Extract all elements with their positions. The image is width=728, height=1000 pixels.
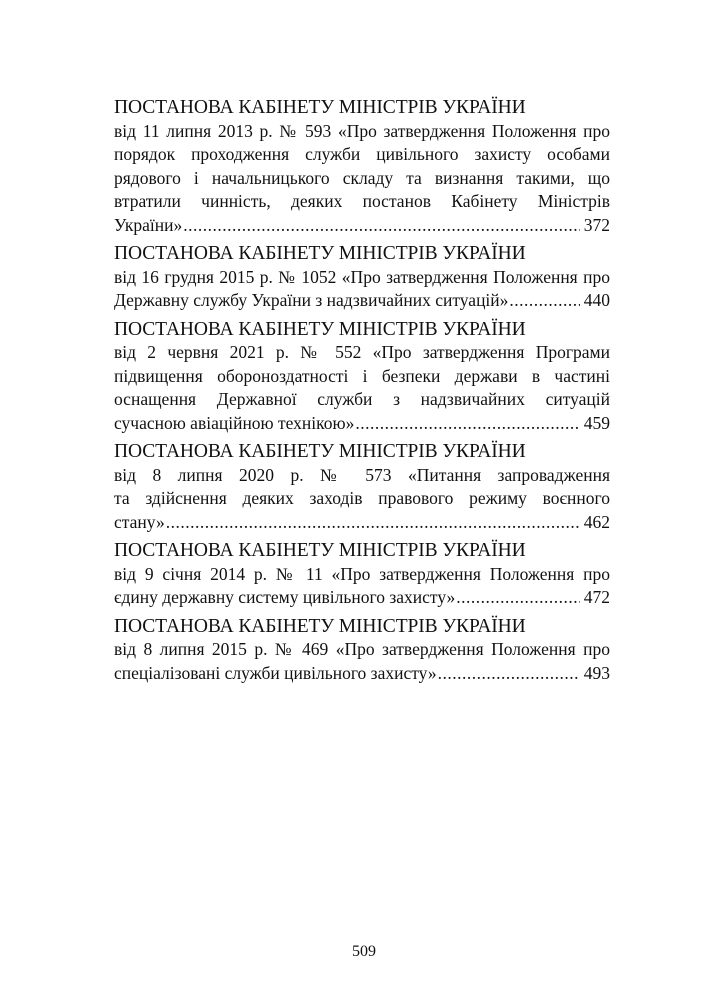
toc-entry-line: оснащення Державної служби з надзвичайних ситуацій (114, 389, 610, 409)
toc-entry (114, 539, 610, 610)
dot-leader (456, 586, 579, 610)
toc-page-number: 372 (583, 214, 610, 235)
toc-entry-line: від 11 липня 2013 р. № 593 «Про затвердження Положення про (114, 120, 610, 141)
dot-leader (183, 214, 580, 238)
toc-entry (114, 440, 610, 534)
toc-entry-line-text: стану» (114, 511, 165, 532)
toc-entry-last-line (114, 662, 610, 686)
toc-entry-heading: ПОСТАНОВА КАБІНЕТУ МІНІСТРІВ УКРАЇНИ (114, 97, 526, 118)
dot-leader (166, 511, 580, 535)
toc-entry (114, 96, 610, 237)
toc-entry-last-line (114, 586, 610, 610)
dot-leader (509, 289, 579, 313)
toc-page-number: 472 (583, 587, 610, 607)
toc-entry-line: підвищення обороноздатності і безпеки держави в частині (114, 365, 610, 386)
toc-entry-line: від 8 липня 2015 р. № 469 «Про затвердження Положення про (114, 639, 610, 659)
table-of-contents (114, 96, 610, 690)
toc-entry-last-line (114, 214, 610, 238)
toc-entry-line: рядового і начальницького складу та визнання такими, що (114, 167, 610, 188)
toc-entry-heading: ПОСТАНОВА КАБІНЕТУ МІНІСТРІВ УКРАЇНИ (114, 615, 526, 637)
toc-entry-line: від 16 грудня 2015 р. № 1052 «Про затвердження Положення про (114, 266, 610, 287)
toc-entry (114, 615, 610, 686)
toc-entry-heading: ПОСТАНОВА КАБІНЕТУ МІНІСТРІВ УКРАЇНИ (114, 318, 526, 340)
toc-entry-last-line (114, 511, 610, 535)
toc-entry-line: втратили чинність, деяких постанов Кабінету Міністрів (114, 191, 610, 211)
toc-entry-last-line (114, 412, 610, 436)
toc-entry-line: порядок проходження служби цивільного захисту особами (114, 144, 610, 164)
toc-entry-heading: ПОСТАНОВА КАБІНЕТУ МІНІСТРІВ УКРАЇНИ (114, 243, 526, 264)
toc-entry-line-text: сучасною авіаційною технікою» (114, 412, 355, 433)
toc-entry-line-text: спеціалізовані служби цивільного захисту» (114, 662, 437, 683)
toc-entry-line-text: єдину державну систему цивільного захисту» (114, 587, 456, 607)
page-number: 509 (352, 943, 376, 960)
dot-leader (355, 412, 579, 436)
toc-page-number: 459 (583, 412, 610, 433)
toc-entry (114, 242, 610, 313)
dot-leader (438, 662, 580, 686)
toc-entry-line: від 2 червня 2021 р. № 552 «Про затвердження Програми (114, 342, 610, 362)
toc-entry-line: від 9 січня 2014 р. № 11 «Про затвердження Положення про (114, 563, 610, 584)
toc-entry-line: та здійснення деяких заходів правового режиму воєнного (114, 488, 610, 508)
toc-page-number: 493 (583, 662, 610, 683)
toc-entry-line: від 8 липня 2020 р. № 573 «Питання запровадження (114, 464, 610, 485)
toc-page-number: 462 (583, 511, 610, 532)
toc-entry-heading: ПОСТАНОВА КАБІНЕТУ МІНІСТРІВ УКРАЇНИ (114, 540, 526, 561)
toc-entry-last-line (114, 289, 610, 313)
toc-entry (114, 318, 610, 436)
toc-page-number: 440 (583, 290, 610, 310)
toc-entry-heading: ПОСТАНОВА КАБІНЕТУ МІНІСТРІВ УКРАЇНИ (114, 441, 526, 462)
toc-entry-line-text: України» (114, 214, 183, 235)
toc-entry-line-text: Державну службу України з надзвичайних ситуацій» (114, 290, 509, 310)
